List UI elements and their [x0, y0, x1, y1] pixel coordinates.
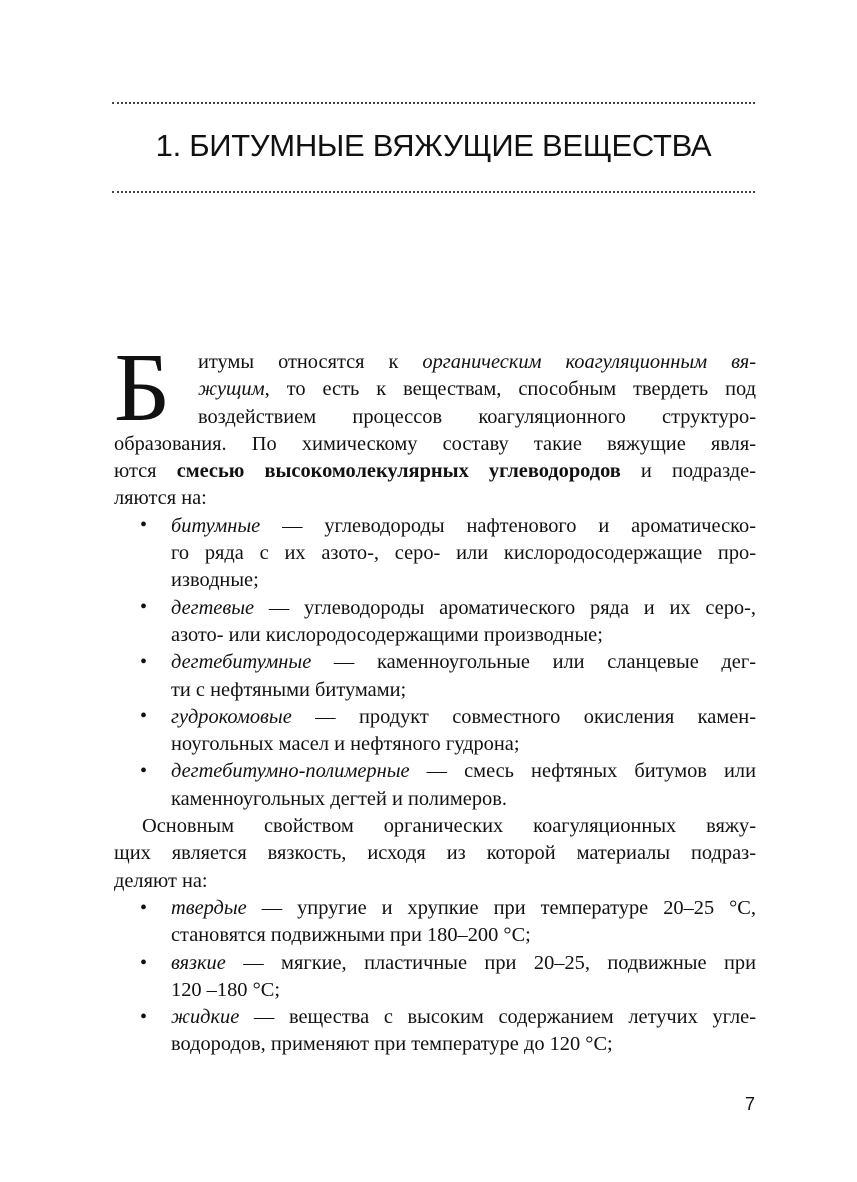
- drop-cap: Б: [114, 334, 171, 442]
- bullet-icon: •: [140, 897, 148, 919]
- list2-item-2-line-1: вязкие — мягкие, пластичные при 20–25, подвижные при: [171, 951, 756, 974]
- list1-item-4-line-2: ноугольных масел и нефтяного гудрона;: [171, 733, 520, 756]
- intro-line-5: ются смесью высокомолекулярных углеводородов и подразде-: [114, 460, 756, 483]
- bottom-dotted-rule: [112, 191, 755, 193]
- intro-line-2: жущим, то есть к веществам, способным твердеть под: [198, 378, 756, 401]
- body-text: [114, 349, 756, 1059]
- list2-item-2-line-2: 120 –180 °С;: [171, 978, 280, 1001]
- bullet-icon: •: [140, 1006, 148, 1028]
- intro-line-1: итумы относятся к органическим коагуляционным вя-: [198, 351, 756, 373]
- list1-item-3-line-1: дегтебитумные — каменноугольные или сланцевые дег-: [171, 651, 756, 674]
- list2-item-1-line-1: твердые — упругие и хрупкие при температуре 20–25 °С,: [171, 896, 756, 919]
- para2-line-1: Основным свойством органических коагуляционных вяжу-: [142, 815, 756, 838]
- bullet-icon: •: [140, 596, 148, 618]
- para2-line-3: деляют на:: [114, 869, 208, 892]
- bullet-icon: •: [140, 705, 148, 727]
- list2-item-3-line-1: жидкие — вещества с высоким содержанием летучих угле-: [171, 1006, 756, 1029]
- list1-item-4-line-1: гудрокомовые — продукт совместного окисления камен-: [171, 705, 756, 728]
- list1-item-1-line-3: изводные;: [171, 569, 259, 592]
- list1-item-5-line-2: каменноугольных дегтей и полимеров.: [171, 787, 507, 810]
- top-dotted-rule: [112, 102, 755, 104]
- bullet-icon: •: [140, 760, 148, 782]
- list1-item-1-line-1: битумные — углеводороды нафтенового и ароматическо-: [171, 514, 756, 537]
- intro-line-4: образования. По химическому составу такие вяжущие явля-: [114, 432, 756, 455]
- list2-item-3-line-2: водородов, применяют при температуре до 120 °С;: [171, 1033, 613, 1056]
- bullet-icon: •: [140, 514, 148, 536]
- list1-item-1-line-2: го ряда с их азото-, серо- или кислородосодержащие про-: [171, 542, 756, 565]
- list2-item-1-line-2: становятся подвижными при 180–200 °С;: [171, 924, 531, 947]
- list1-item-5-line-1: дегтебитумно-полимерные — смесь нефтяных битумов или: [171, 760, 756, 783]
- intro-line-6: ляются на:: [114, 487, 207, 510]
- para2-line-2: щих является вязкость, исходя из которой материалы подраз-: [114, 842, 756, 865]
- list1-item-2-line-2: азото- или кислородосодержащими производные;: [171, 623, 603, 646]
- chapter-title: 1. БИТУМНЫЕ ВЯЖУЩИЕ ВЕЩЕСТВА: [155, 128, 712, 163]
- intro-line-3: воздействием процессов коагуляционного структуро-: [198, 405, 756, 428]
- page-number: 7: [745, 1094, 756, 1114]
- list1-item-3-line-2: ти с нефтяными битумами;: [171, 678, 407, 701]
- bullet-icon: •: [140, 651, 148, 673]
- list1-item-2-line-1: дегтевые — углеводороды ароматического ряда и их серо-,: [171, 596, 756, 619]
- bullet-icon: •: [140, 952, 148, 974]
